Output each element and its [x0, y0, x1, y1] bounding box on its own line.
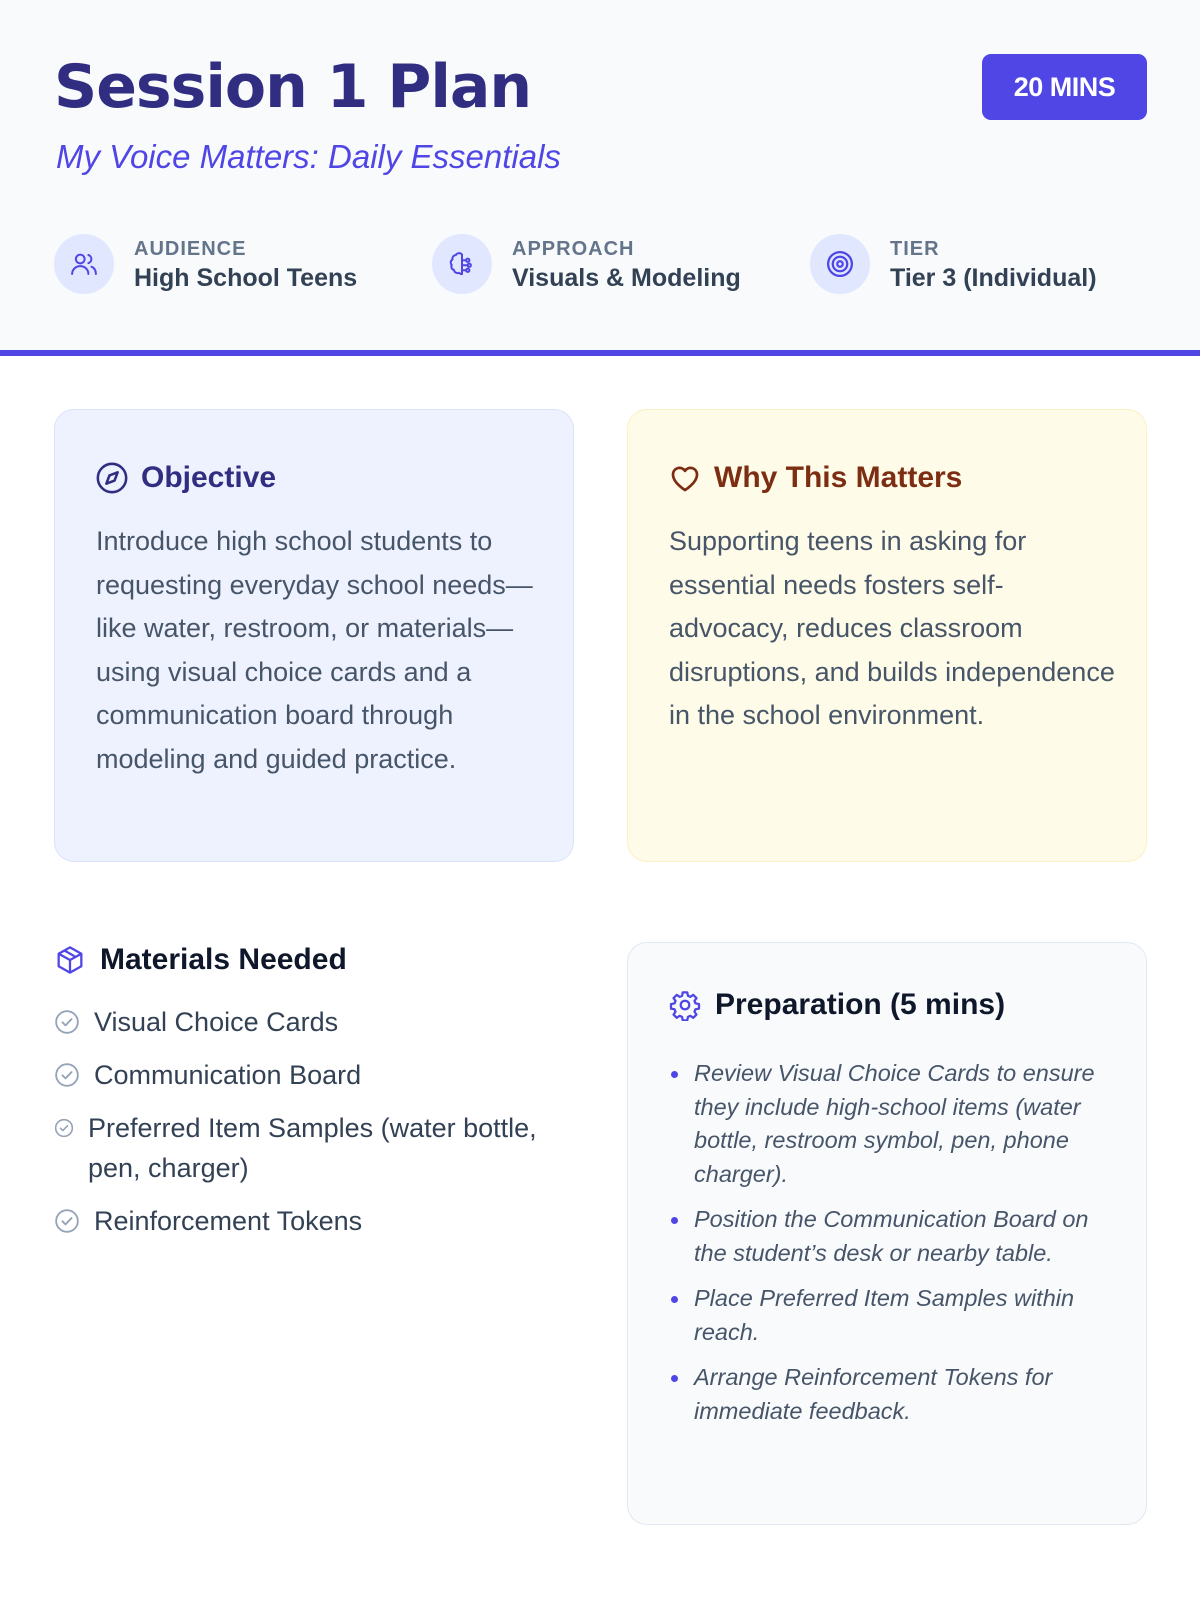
materials-list — [54, 1002, 574, 1241]
package-icon — [54, 944, 86, 976]
users-icon — [54, 234, 114, 294]
list-item — [54, 1108, 574, 1188]
list-item — [669, 1282, 1109, 1349]
check-circle-icon — [54, 1062, 80, 1088]
prep-step: Arrange Reinforcement Tokens for immediate feedback. — [694, 1364, 1053, 1424]
why-text: Supporting teens in asking for essential needs fosters self-advocacy, reduces classroom disruptions, and builds independence in the school environment. — [669, 526, 1115, 730]
meta-label: APPROACH — [512, 238, 635, 260]
target-icon — [810, 234, 870, 294]
page-subtitle: My Voice Matters: Daily Essentials — [56, 138, 561, 175]
prep-step: Place Preferred Item Samples within reach. — [694, 1285, 1075, 1345]
duration-badge: 20 MINS — [982, 54, 1147, 120]
list-item — [54, 1201, 574, 1241]
compass-icon — [95, 461, 129, 495]
meta-label: AUDIENCE — [134, 238, 247, 260]
session-header — [0, 0, 1200, 356]
list-item — [54, 1055, 574, 1095]
meta-audience — [54, 234, 384, 294]
why-card — [627, 409, 1147, 862]
meta-tier — [810, 234, 1150, 294]
meta-label: TIER — [890, 238, 940, 260]
preparation-title: Preparation (5 mins) — [715, 988, 1006, 1021]
objective-header — [95, 458, 276, 498]
bullet-dot — [671, 1217, 678, 1224]
check-circle-icon — [54, 1118, 74, 1138]
preparation-header — [669, 985, 1005, 1025]
list-item — [54, 1002, 574, 1042]
bullet-dot — [671, 1296, 678, 1303]
prep-step: Position the Communication Board on the student’s desk or nearby table. — [694, 1206, 1089, 1266]
list-item — [669, 1203, 1109, 1270]
gear-icon — [669, 989, 701, 1021]
material-label: Preferred Item Samples (water bottle, pen, charger) — [88, 1113, 537, 1183]
preparation-card — [627, 942, 1147, 1525]
material-label: Reinforcement Tokens — [94, 1206, 363, 1236]
why-title: Why This Matters — [714, 461, 963, 494]
objective-title: Objective — [141, 461, 277, 494]
meta-value: Tier 3 (Individual) — [890, 264, 1097, 292]
meta-approach — [432, 234, 762, 294]
prep-step: Review Visual Choice Cards to ensure they include high-school items (water bottle, restroom symbol, pen, phone charger). — [694, 1060, 1095, 1187]
heart-icon — [668, 461, 702, 495]
objective-card — [54, 409, 574, 862]
check-circle-icon — [54, 1009, 80, 1035]
page-title: Session 1 Plan — [54, 52, 532, 122]
list-item — [669, 1361, 1109, 1428]
objective-text: Introduce high school students to requesting everyday school needs—like water, restroom, or materials—using visual choice cards and a communication board through modeling and guided practice. — [96, 526, 533, 774]
materials-section — [54, 940, 574, 1254]
materials-header — [54, 940, 574, 980]
material-label: Communication Board — [94, 1060, 362, 1090]
list-item — [669, 1057, 1109, 1191]
why-header — [668, 458, 962, 498]
check-circle-icon — [54, 1208, 80, 1234]
materials-title: Materials Needed — [100, 943, 347, 976]
meta-value: High School Teens — [134, 264, 358, 292]
bullet-dot — [671, 1071, 678, 1078]
material-label: Visual Choice Cards — [94, 1007, 339, 1037]
brain-icon — [432, 234, 492, 294]
meta-value: Visuals & Modeling — [512, 264, 741, 292]
bullet-dot — [671, 1375, 678, 1382]
preparation-list — [669, 1057, 1109, 1440]
